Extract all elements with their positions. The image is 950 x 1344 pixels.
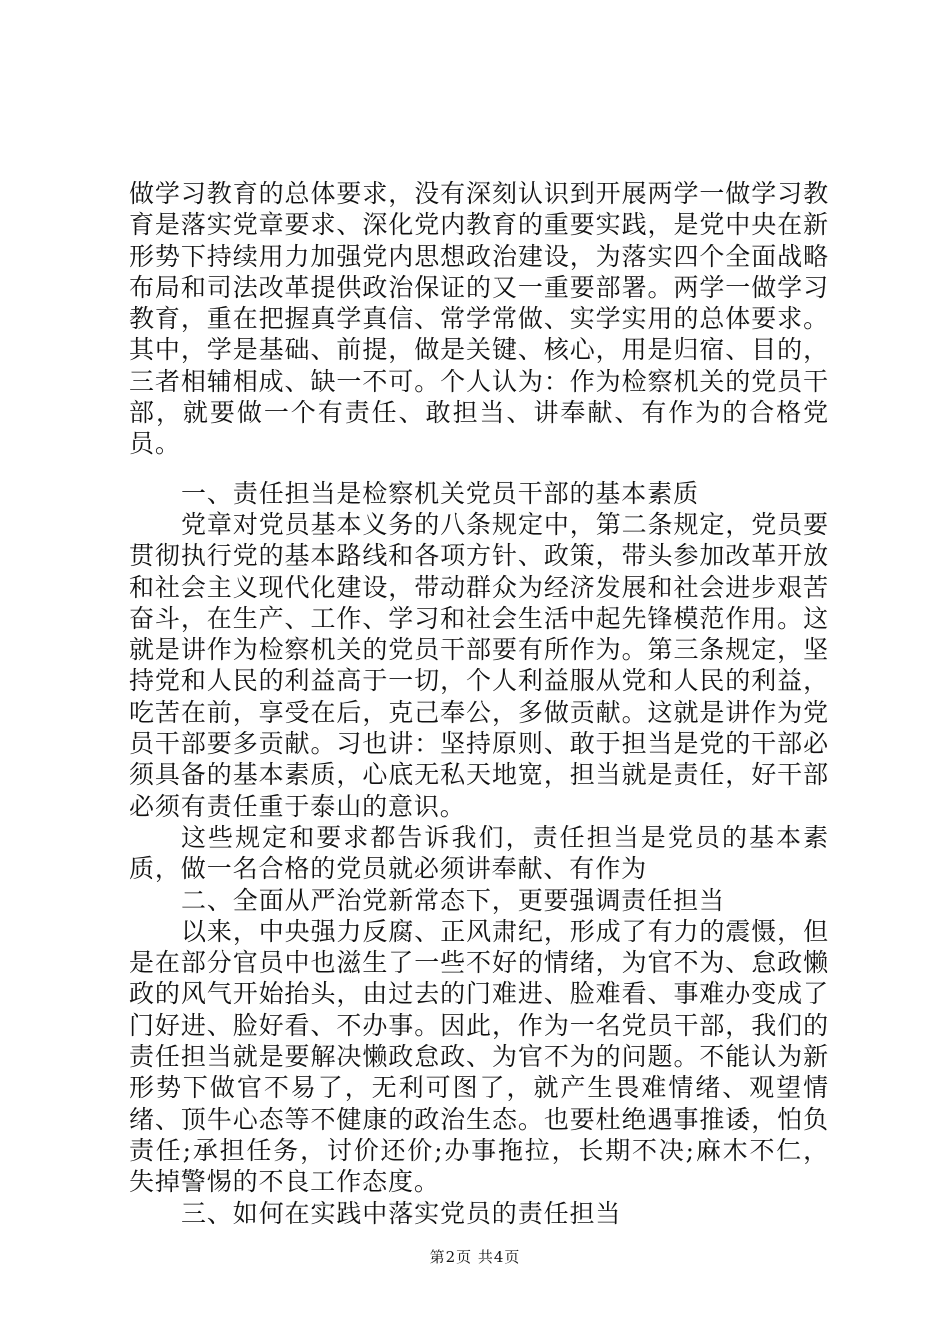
paragraph-new-normal: 以来，中央强力反腐、正风肃纪，形成了有力的震慑，但是在部分官员中也滋生了一些不好的情绪，为官不为、怠政懒政的风气开始抬头，由过去的门难进、脸难看、事难办变成了门好进、脸好看、不办事。因此，作为一名党员干部，我们的责任担当就是要解决懒政怠政、为官不为的问题。不能认为新形势下做官不易了，无利可图了，就产生畏难情绪、观望情绪、顶牛心态等不健康的政治生态。也要杜绝遇事推诿，怕负责任;承担任务，讨价还价;办事拖拉，长期不决;麻木不仁，失掉警惕的不良工作态度。 — [129, 916, 829, 1197]
section-heading-3: 三、如何在实践中落实党员的责任担当 — [181, 1198, 622, 1228]
section-heading-2: 二、全面从严治党新常态下，更要强调责任担当 — [181, 885, 725, 915]
document-body — [129, 178, 829, 1229]
paragraph-party-duties: 党章对党员基本义务的八条规定中，第二条规定，党员要贯彻执行党的基本路线和各项方针、政策，带头参加改革开放和社会主义现代化建设，带动群众为经济发展和社会进步艰苦奋斗，在生产、工作、学习和社会生活中起先锋模范作用。这就是讲作为检察机关的党员干部要有所作为。第三条规定，坚持党和人民的利益高于一切，个人利益服从党和人民的利益，吃苦在前，享受在后，克己奉公，多做贡献。这就是讲作为党员干部要多贡献。习也讲：坚持原则、敢于担当是党的干部必须具备的基本素质，心底无私天地宽，担当就是责任，好干部必须有责任重于泰山的意识。 — [129, 509, 829, 821]
paragraph-requirements: 这些规定和要求都告诉我们，责任担当是党员的基本素质，做一名合格的党员就必须讲奉献、有作为 — [129, 822, 829, 884]
section-heading-1: 一、责任担当是检察机关党员干部的基本素质 — [181, 478, 700, 508]
page-number-footer: 第2页 共4页 — [429, 1248, 521, 1266]
paragraph-intro: 做学习教育的总体要求，没有深刻认识到开展两学一做学习教育是落实党章要求、深化党内教育的重要实践，是党中央在新形势下持续用力加强党内思想政治建设，为落实四个全面战略布局和司法改革提供政治保证的又一重要部署。两学一做学习教育，重在把握真学真信、常学常做、实学实用的总体要求。其中，学是基础、前提，做是关键、核心，用是归宿、目的，三者相辅相成、缺一不可。个人认为：作为检察机关的党员干部，就要做一个有责任、敢担当、讲奉献、有作为的合格党员。 — [129, 179, 829, 459]
